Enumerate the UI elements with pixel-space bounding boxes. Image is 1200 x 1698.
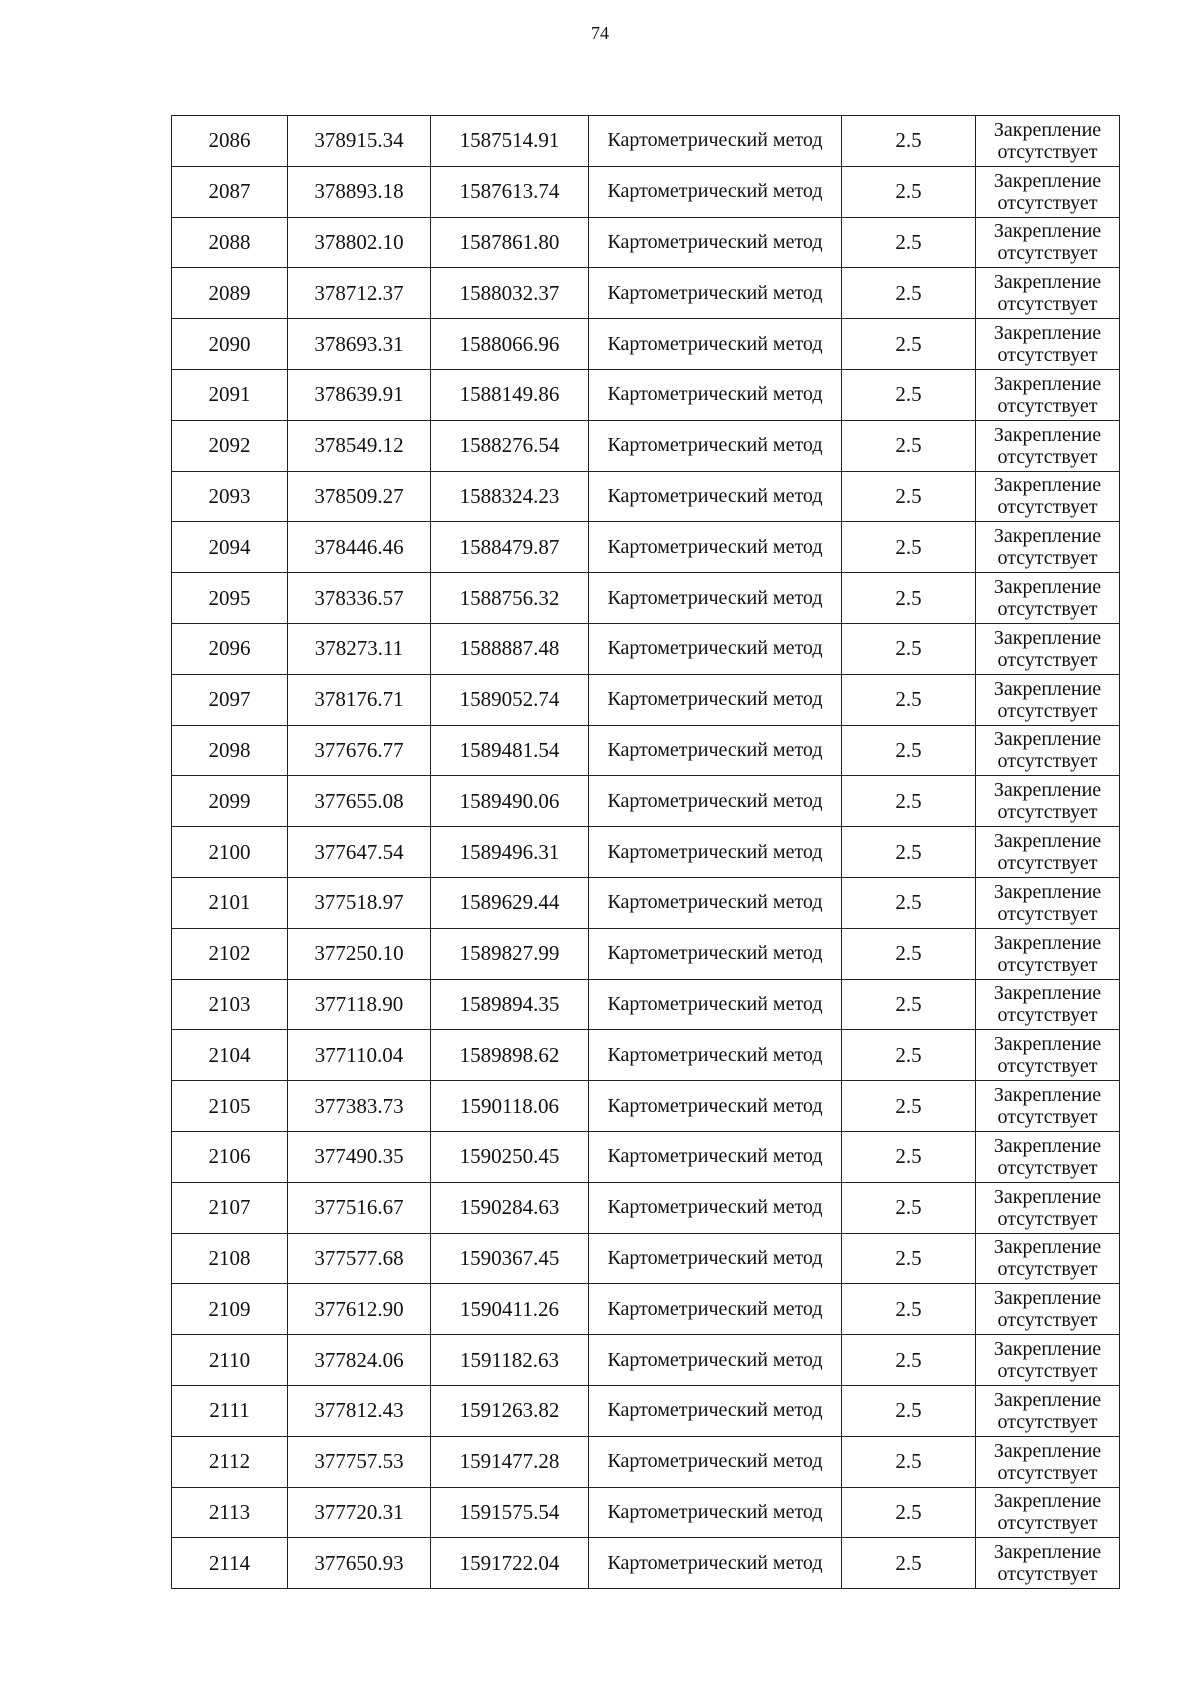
method-cell: Картометрический метод <box>589 166 842 217</box>
y-coordinate-cell: 1590250.45 <box>431 1131 589 1182</box>
x-coordinate-cell: 378915.34 <box>288 116 431 167</box>
accuracy-cell: 2.5 <box>842 1538 976 1589</box>
status-line-1: Закрепление <box>993 169 1102 192</box>
accuracy-cell: 2.5 <box>842 369 976 420</box>
status-line-1: Закрепление <box>993 1338 1102 1361</box>
y-coordinate-cell: 1589052.74 <box>431 674 589 725</box>
fixation-status-cell <box>976 1081 1120 1132</box>
y-coordinate-cell: 1587514.91 <box>431 116 589 167</box>
x-coordinate-cell: 377720.31 <box>288 1487 431 1538</box>
method-cell: Картометрический метод <box>589 471 842 522</box>
fixation-status-cell <box>976 268 1120 319</box>
status-line-2: отсутствует <box>997 1258 1098 1281</box>
method-cell: Картометрический метод <box>589 1233 842 1284</box>
method-cell: Картометрический метод <box>589 1284 842 1335</box>
status-line-2: отсутствует <box>997 902 1098 925</box>
method-cell: Картометрический метод <box>589 1436 842 1487</box>
fixation-status-cell <box>976 725 1120 776</box>
status-line-1: Закрепление <box>993 779 1102 802</box>
x-coordinate-cell: 377655.08 <box>288 776 431 827</box>
status-line-1: Закрепление <box>993 677 1102 700</box>
status-line-2: отсутствует <box>997 293 1098 316</box>
status-line-2: отсутствует <box>997 1156 1098 1179</box>
accuracy-cell: 2.5 <box>842 420 976 471</box>
point-number-cell: 2103 <box>172 979 288 1030</box>
fixation-status-cell <box>976 1131 1120 1182</box>
status-line-2: отсутствует <box>997 1207 1098 1230</box>
status-line-2: отсутствует <box>997 750 1098 773</box>
status-line-1: Закрепление <box>993 1033 1102 1056</box>
point-number-cell: 2096 <box>172 623 288 674</box>
accuracy-cell: 2.5 <box>842 471 976 522</box>
status-line-1: Закрепление <box>993 1541 1102 1564</box>
status-line-2: отсутствует <box>997 1055 1098 1078</box>
table-row <box>172 1538 1120 1589</box>
table-row <box>172 1182 1120 1233</box>
method-cell: Картометрический метод <box>589 217 842 268</box>
table-row <box>172 319 1120 370</box>
y-coordinate-cell: 1591477.28 <box>431 1436 589 1487</box>
point-number-cell: 2100 <box>172 827 288 878</box>
accuracy-cell: 2.5 <box>842 979 976 1030</box>
method-cell: Картометрический метод <box>589 369 842 420</box>
status-line-1: Закрепление <box>993 423 1102 446</box>
table-row <box>172 1385 1120 1436</box>
method-cell: Картометрический метод <box>589 623 842 674</box>
table-row <box>172 420 1120 471</box>
x-coordinate-cell: 377824.06 <box>288 1335 431 1386</box>
status-line-2: отсутствует <box>997 598 1098 621</box>
method-cell: Картометрический метод <box>589 1385 842 1436</box>
x-coordinate-cell: 377518.97 <box>288 877 431 928</box>
x-coordinate-cell: 378176.71 <box>288 674 431 725</box>
table-row <box>172 725 1120 776</box>
y-coordinate-cell: 1588066.96 <box>431 319 589 370</box>
x-coordinate-cell: 378712.37 <box>288 268 431 319</box>
table-row <box>172 116 1120 167</box>
point-number-cell: 2098 <box>172 725 288 776</box>
x-coordinate-cell: 377250.10 <box>288 928 431 979</box>
fixation-status-cell <box>976 166 1120 217</box>
point-number-cell: 2090 <box>172 319 288 370</box>
point-number-cell: 2095 <box>172 573 288 624</box>
y-coordinate-cell: 1589898.62 <box>431 1030 589 1081</box>
table-row <box>172 471 1120 522</box>
fixation-status-cell <box>976 522 1120 573</box>
status-line-1: Закрепление <box>993 474 1102 497</box>
x-coordinate-cell: 377676.77 <box>288 725 431 776</box>
method-cell: Картометрический метод <box>589 1030 842 1081</box>
status-line-1: Закрепление <box>993 576 1102 599</box>
point-number-cell: 2106 <box>172 1131 288 1182</box>
fixation-status-cell <box>976 776 1120 827</box>
status-line-1: Закрепление <box>993 525 1102 548</box>
x-coordinate-cell: 378549.12 <box>288 420 431 471</box>
accuracy-cell: 2.5 <box>842 1233 976 1284</box>
fixation-status-cell <box>976 573 1120 624</box>
status-line-2: отсутствует <box>997 852 1098 875</box>
accuracy-cell: 2.5 <box>842 623 976 674</box>
status-line-2: отсутствует <box>997 394 1098 417</box>
point-number-cell: 2087 <box>172 166 288 217</box>
x-coordinate-cell: 378446.46 <box>288 522 431 573</box>
point-number-cell: 2105 <box>172 1081 288 1132</box>
y-coordinate-cell: 1590284.63 <box>431 1182 589 1233</box>
status-line-2: отсутствует <box>997 1563 1098 1586</box>
y-coordinate-cell: 1588887.48 <box>431 623 589 674</box>
table-row <box>172 1335 1120 1386</box>
status-line-2: отсутствует <box>997 953 1098 976</box>
table-row <box>172 217 1120 268</box>
y-coordinate-cell: 1589629.44 <box>431 877 589 928</box>
y-coordinate-cell: 1588756.32 <box>431 573 589 624</box>
y-coordinate-cell: 1587861.80 <box>431 217 589 268</box>
accuracy-cell: 2.5 <box>842 1030 976 1081</box>
y-coordinate-cell: 1591182.63 <box>431 1335 589 1386</box>
status-line-1: Закрепление <box>993 1388 1102 1411</box>
accuracy-cell: 2.5 <box>842 1385 976 1436</box>
y-coordinate-cell: 1590118.06 <box>431 1081 589 1132</box>
point-number-cell: 2110 <box>172 1335 288 1386</box>
table-row <box>172 979 1120 1030</box>
y-coordinate-cell: 1591263.82 <box>431 1385 589 1436</box>
point-number-cell: 2114 <box>172 1538 288 1589</box>
table-row <box>172 268 1120 319</box>
table-row <box>172 776 1120 827</box>
status-line-2: отсутствует <box>997 1004 1098 1027</box>
fixation-status-cell <box>976 369 1120 420</box>
y-coordinate-cell: 1589496.31 <box>431 827 589 878</box>
table-row <box>172 1233 1120 1284</box>
table-row <box>172 877 1120 928</box>
status-line-1: Закрепление <box>993 372 1102 395</box>
method-cell: Картометрический метод <box>589 319 842 370</box>
status-line-1: Закрепление <box>993 322 1102 345</box>
fixation-status-cell <box>976 928 1120 979</box>
point-number-cell: 2092 <box>172 420 288 471</box>
x-coordinate-cell: 377577.68 <box>288 1233 431 1284</box>
status-line-2: отсутствует <box>997 699 1098 722</box>
y-coordinate-cell: 1588032.37 <box>431 268 589 319</box>
y-coordinate-cell: 1589827.99 <box>431 928 589 979</box>
fixation-status-cell <box>976 623 1120 674</box>
status-line-1: Закрепление <box>993 982 1102 1005</box>
accuracy-cell: 2.5 <box>842 573 976 624</box>
status-line-1: Закрепление <box>993 880 1102 903</box>
status-line-1: Закрепление <box>993 1439 1102 1462</box>
status-line-2: отсутствует <box>997 1410 1098 1433</box>
accuracy-cell: 2.5 <box>842 116 976 167</box>
point-number-cell: 2091 <box>172 369 288 420</box>
method-cell: Картометрический метод <box>589 928 842 979</box>
status-line-1: Закрепление <box>993 728 1102 751</box>
fixation-status-cell <box>976 471 1120 522</box>
y-coordinate-cell: 1587613.74 <box>431 166 589 217</box>
table-row <box>172 674 1120 725</box>
status-line-2: отсутствует <box>997 648 1098 671</box>
point-number-cell: 2111 <box>172 1385 288 1436</box>
method-cell: Картометрический метод <box>589 1182 842 1233</box>
method-cell: Картометрический метод <box>589 877 842 928</box>
y-coordinate-cell: 1588479.87 <box>431 522 589 573</box>
status-line-1: Закрепление <box>993 118 1102 141</box>
fixation-status-cell <box>976 674 1120 725</box>
x-coordinate-cell: 377647.54 <box>288 827 431 878</box>
fixation-status-cell <box>976 1284 1120 1335</box>
accuracy-cell: 2.5 <box>842 1284 976 1335</box>
status-line-1: Закрепление <box>993 1134 1102 1157</box>
accuracy-cell: 2.5 <box>842 268 976 319</box>
fixation-status-cell <box>976 1182 1120 1233</box>
x-coordinate-cell: 378273.11 <box>288 623 431 674</box>
y-coordinate-cell: 1588276.54 <box>431 420 589 471</box>
y-coordinate-cell: 1590367.45 <box>431 1233 589 1284</box>
x-coordinate-cell: 378336.57 <box>288 573 431 624</box>
table-row <box>172 928 1120 979</box>
fixation-status-cell <box>976 420 1120 471</box>
x-coordinate-cell: 377383.73 <box>288 1081 431 1132</box>
accuracy-cell: 2.5 <box>842 217 976 268</box>
accuracy-cell: 2.5 <box>842 1487 976 1538</box>
fixation-status-cell <box>976 1385 1120 1436</box>
status-line-1: Закрепление <box>993 1236 1102 1259</box>
accuracy-cell: 2.5 <box>842 1335 976 1386</box>
status-line-1: Закрепление <box>993 1185 1102 1208</box>
status-line-2: отсутствует <box>997 140 1098 163</box>
y-coordinate-cell: 1588324.23 <box>431 471 589 522</box>
table-row <box>172 522 1120 573</box>
point-number-cell: 2104 <box>172 1030 288 1081</box>
method-cell: Картометрический метод <box>589 1081 842 1132</box>
table-row <box>172 1487 1120 1538</box>
point-number-cell: 2108 <box>172 1233 288 1284</box>
method-cell: Картометрический метод <box>589 522 842 573</box>
x-coordinate-cell: 377612.90 <box>288 1284 431 1335</box>
method-cell: Картометрический метод <box>589 268 842 319</box>
status-line-1: Закрепление <box>993 830 1102 853</box>
status-line-2: отсутствует <box>997 242 1098 265</box>
method-cell: Картометрический метод <box>589 1131 842 1182</box>
status-line-1: Закрепление <box>993 931 1102 954</box>
status-line-1: Закрепление <box>993 1287 1102 1310</box>
status-line-2: отсутствует <box>997 1106 1098 1129</box>
fixation-status-cell <box>976 827 1120 878</box>
fixation-status-cell <box>976 116 1120 167</box>
method-cell: Картометрический метод <box>589 776 842 827</box>
table-row <box>172 1030 1120 1081</box>
method-cell: Картометрический метод <box>589 1538 842 1589</box>
status-line-2: отсутствует <box>997 445 1098 468</box>
fixation-status-cell <box>976 217 1120 268</box>
x-coordinate-cell: 378693.31 <box>288 319 431 370</box>
x-coordinate-cell: 377110.04 <box>288 1030 431 1081</box>
status-line-2: отсутствует <box>997 547 1098 570</box>
method-cell: Картометрический метод <box>589 725 842 776</box>
point-number-cell: 2093 <box>172 471 288 522</box>
accuracy-cell: 2.5 <box>842 1182 976 1233</box>
x-coordinate-cell: 377490.35 <box>288 1131 431 1182</box>
y-coordinate-cell: 1589490.06 <box>431 776 589 827</box>
point-number-cell: 2089 <box>172 268 288 319</box>
table-row <box>172 573 1120 624</box>
accuracy-cell: 2.5 <box>842 1131 976 1182</box>
y-coordinate-cell: 1590411.26 <box>431 1284 589 1335</box>
status-line-2: отсутствует <box>997 1309 1098 1332</box>
status-line-1: Закрепление <box>993 1084 1102 1107</box>
status-line-1: Закрепление <box>993 626 1102 649</box>
status-line-1: Закрепление <box>993 220 1102 243</box>
status-line-1: Закрепление <box>993 271 1102 294</box>
point-number-cell: 2113 <box>172 1487 288 1538</box>
table-row <box>172 623 1120 674</box>
status-line-2: отсутствует <box>997 1461 1098 1484</box>
table-body <box>172 116 1120 1589</box>
x-coordinate-cell: 377516.67 <box>288 1182 431 1233</box>
method-cell: Картометрический метод <box>589 116 842 167</box>
page-number: 74 <box>591 23 609 43</box>
method-cell: Картометрический метод <box>589 674 842 725</box>
table-row <box>172 1081 1120 1132</box>
table-row <box>172 1436 1120 1487</box>
x-coordinate-cell: 378802.10 <box>288 217 431 268</box>
method-cell: Картометрический метод <box>589 979 842 1030</box>
y-coordinate-cell: 1591575.54 <box>431 1487 589 1538</box>
fixation-status-cell <box>976 1538 1120 1589</box>
accuracy-cell: 2.5 <box>842 877 976 928</box>
accuracy-cell: 2.5 <box>842 1081 976 1132</box>
point-number-cell: 2112 <box>172 1436 288 1487</box>
x-coordinate-cell: 377757.53 <box>288 1436 431 1487</box>
y-coordinate-cell: 1589894.35 <box>431 979 589 1030</box>
point-number-cell: 2088 <box>172 217 288 268</box>
table-row <box>172 166 1120 217</box>
status-line-2: отсутствует <box>997 344 1098 367</box>
accuracy-cell: 2.5 <box>842 725 976 776</box>
status-line-2: отсутствует <box>997 496 1098 519</box>
method-cell: Картометрический метод <box>589 1487 842 1538</box>
y-coordinate-cell: 1588149.86 <box>431 369 589 420</box>
table-row <box>172 1131 1120 1182</box>
accuracy-cell: 2.5 <box>842 928 976 979</box>
method-cell: Картометрический метод <box>589 827 842 878</box>
accuracy-cell: 2.5 <box>842 166 976 217</box>
status-line-2: отсутствует <box>997 801 1098 824</box>
y-coordinate-cell: 1591722.04 <box>431 1538 589 1589</box>
coordinates-table <box>171 115 1120 1589</box>
fixation-status-cell <box>976 319 1120 370</box>
status-line-2: отсутствует <box>997 191 1098 214</box>
x-coordinate-cell: 377812.43 <box>288 1385 431 1436</box>
method-cell: Картометрический метод <box>589 420 842 471</box>
method-cell: Картометрический метод <box>589 1335 842 1386</box>
point-number-cell: 2099 <box>172 776 288 827</box>
accuracy-cell: 2.5 <box>842 522 976 573</box>
table-row <box>172 369 1120 420</box>
point-number-cell: 2109 <box>172 1284 288 1335</box>
x-coordinate-cell: 378639.91 <box>288 369 431 420</box>
x-coordinate-cell: 377650.93 <box>288 1538 431 1589</box>
status-line-1: Закрепление <box>993 1490 1102 1513</box>
point-number-cell: 2101 <box>172 877 288 928</box>
fixation-status-cell <box>976 877 1120 928</box>
table-row <box>172 1284 1120 1335</box>
method-cell: Картометрический метод <box>589 573 842 624</box>
status-line-2: отсутствует <box>997 1512 1098 1535</box>
fixation-status-cell <box>976 979 1120 1030</box>
x-coordinate-cell: 378893.18 <box>288 166 431 217</box>
point-number-cell: 2094 <box>172 522 288 573</box>
accuracy-cell: 2.5 <box>842 1436 976 1487</box>
status-line-2: отсутствует <box>997 1360 1098 1383</box>
accuracy-cell: 2.5 <box>842 319 976 370</box>
point-number-cell: 2102 <box>172 928 288 979</box>
fixation-status-cell <box>976 1436 1120 1487</box>
fixation-status-cell <box>976 1030 1120 1081</box>
fixation-status-cell <box>976 1487 1120 1538</box>
y-coordinate-cell: 1589481.54 <box>431 725 589 776</box>
accuracy-cell: 2.5 <box>842 827 976 878</box>
accuracy-cell: 2.5 <box>842 674 976 725</box>
point-number-cell: 2097 <box>172 674 288 725</box>
fixation-status-cell <box>976 1233 1120 1284</box>
accuracy-cell: 2.5 <box>842 776 976 827</box>
point-number-cell: 2107 <box>172 1182 288 1233</box>
table-row <box>172 827 1120 878</box>
x-coordinate-cell: 378509.27 <box>288 471 431 522</box>
fixation-status-cell <box>976 1335 1120 1386</box>
point-number-cell: 2086 <box>172 116 288 167</box>
x-coordinate-cell: 377118.90 <box>288 979 431 1030</box>
